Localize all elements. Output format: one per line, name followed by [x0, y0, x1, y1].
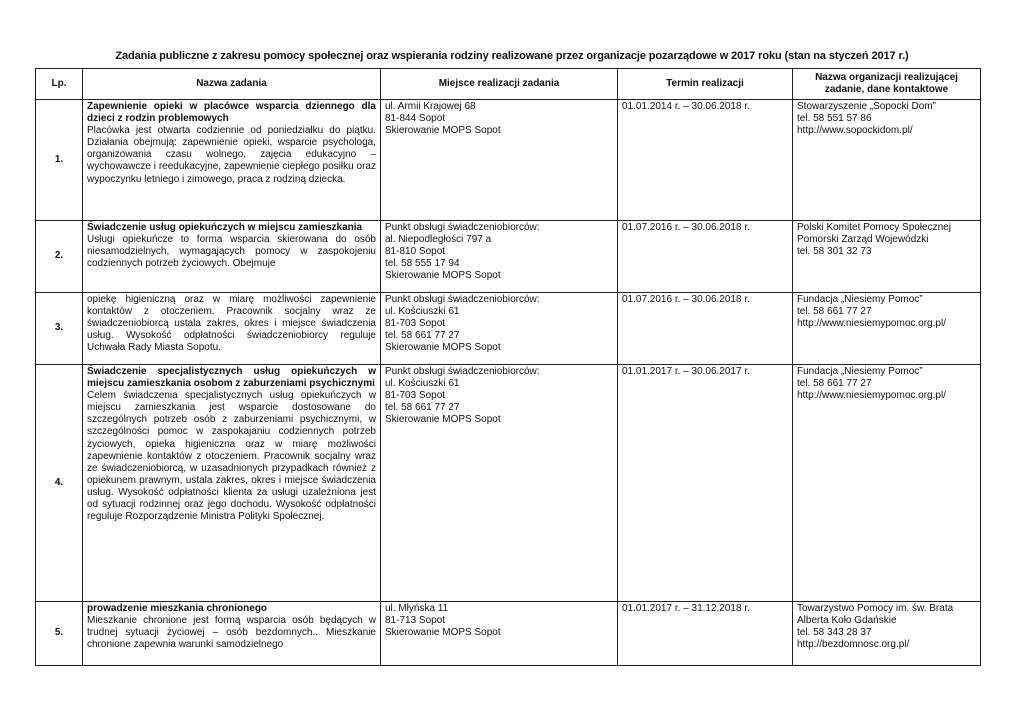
organization-cell: [793, 602, 981, 666]
place-line: Skierowanie MOPS Sopot: [385, 270, 501, 282]
task-title: Świadczenie usług opiekuńczych w miejscu zamieszkania: [87, 222, 363, 233]
table-row: [36, 602, 981, 666]
header-organization: Nazwa organizacji realizującej zadanie, dane kontaktowe: [793, 69, 981, 100]
row-number: 1.: [36, 100, 83, 221]
term-cell: 01.07.2016 r. – 30.06.2018 r.: [618, 221, 793, 293]
place-line: Skierowanie MOPS Sopot: [385, 414, 501, 426]
task-cell: [83, 100, 381, 221]
place-line: ul. Kościuszki 61: [385, 378, 460, 390]
place-line: Skierowanie MOPS Sopot: [385, 125, 501, 137]
place-line: ul. Kościuszki 61: [385, 306, 460, 318]
org-name: Stowarzyszenie „Sopocki Dom”: [797, 101, 936, 112]
org-name: Towarzystwo Pomocy im. św. Brata: [797, 603, 954, 614]
org-phone: tel. 58 661 77 27: [797, 378, 872, 390]
task-cell: [83, 293, 381, 365]
place-line: tel. 58 661 77 27: [385, 402, 460, 414]
task-title: prowadzenie mieszkania chronionego: [87, 603, 268, 614]
org-phone: tel. 58 661 77 27: [797, 306, 872, 318]
place-line: 81-810 Sopot: [385, 246, 446, 258]
task-description: Usługi opiekuńcze to forma wsparcia skierowana do osób niesamodzielnych, wymagających pomocy w zaspokojeniu codziennych potrzeb życiowych. Obejmuje: [87, 234, 376, 270]
header-lp: Lp.: [36, 69, 83, 100]
organization-cell: [793, 365, 981, 602]
org-website: http://www.niesiemypomoc.org.pl/: [797, 318, 946, 330]
table-row: [36, 100, 981, 221]
org-phone: tel. 58 551 57 86: [797, 113, 872, 125]
task-cell: [83, 602, 381, 666]
place-line: tel. 58 555 17 94: [385, 258, 460, 270]
org-website: http://www.niesiemypomoc.org.pl/: [797, 390, 946, 402]
task-description: opiekę higieniczną oraz w miarę możliwości zapewnienie kontaktów z otoczeniem. Pracownik socjalny wraz ze świadczeniobiorcą ustala zakres, okres i miejsce świadczenia usług. Wysokość odpłatności świadczeniobiorcy reguluje Uchwała Rady Miasta Sopotu.: [87, 294, 376, 354]
row-number: 4.: [36, 365, 83, 602]
task-cell: [83, 365, 381, 602]
place-line: ul. Armii Krajowej 68: [385, 101, 476, 112]
task-title: Świadczenie specjalistycznych usług opiekuńczych w miejscu zamieszkania osobom z zaburzeniami psychicznymi: [87, 366, 376, 390]
org-name: Pomorski Zarząd Wojewódzki: [797, 234, 929, 246]
row-number: 5.: [36, 602, 83, 666]
table-row: [36, 293, 981, 365]
place-line: 81-713 Sopot: [385, 615, 446, 627]
table-header-row: [36, 69, 981, 100]
org-name: Fundacja „Niesiemy Pomoc”: [797, 366, 923, 377]
place-cell: [381, 221, 618, 293]
term-cell: 01.01.2017 r. – 30.06.2017 r.: [618, 365, 793, 602]
header-task-name: Nazwa zadania: [83, 69, 381, 100]
document-title: Zadania publiczne z zakresu pomocy społecznej oraz wspierania rodziny realizowane przez organizacje pozarządowe w 2017 roku (stan na styczeń 2017 r.): [115, 50, 909, 62]
task-title: Zapewnienie opieki w placówce wsparcia dziennego dla dzieci z rodzin problemowych: [87, 101, 376, 125]
place-line: 81-703 Sopot: [385, 318, 446, 330]
org-name: Alberta Koło Gdańskie: [797, 615, 897, 627]
term-cell: 01.01.2017 r. – 31.12.2018 r.: [618, 602, 793, 666]
place-line: al. Niepodległości 797 a: [385, 234, 492, 246]
row-number: 2.: [36, 221, 83, 293]
place-line: Punkt obsługi świadczeniobiorców:: [385, 222, 540, 233]
place-line: 81-703 Sopot: [385, 390, 446, 402]
org-website: http://www.sopockidom.pl/: [797, 125, 913, 137]
task-description: Celem świadczenia specjalistycznych usług opiekuńczych w miejscu zamieszkania jest wsparcie dostosowane do szczególnych potrzeb osób z zaburzeniami psychicznymi, w szczególności pomoc w zaspokajaniu codziennych potrzeb życiowych, opieka higieniczna oraz w miarę możliwości zapewnienie kontaktów z otoczeniem. Pracownik socjalny wraz ze świadczeniobiorcą, w uzasadnionych przypadkach również z opiekunem prawnym, ustala zakres, okres i miejsce świadczenia usług. Wysokość odpłatności klienta za usługi uzależniona jest od sytuacji rodzinnej oraz jego dochodu. Wysokość odpłatności reguluje Rozporządzenie Ministra Polityki Społecznej.: [87, 390, 376, 523]
place-line: tel. 58 661 77 27: [385, 330, 460, 342]
org-phone: tel. 58 343 28 37: [797, 627, 872, 639]
row-number: 3.: [36, 293, 83, 365]
tasks-table: [35, 68, 981, 666]
place-cell: [381, 293, 618, 365]
organization-cell: [793, 293, 981, 365]
term-cell: 01.07.2016 r. – 30.06.2018 r.: [618, 293, 793, 365]
org-name: Fundacja „Niesiemy Pomoc”: [797, 294, 923, 305]
task-cell: [83, 221, 381, 293]
place-line: Skierowanie MOPS Sopot: [385, 627, 501, 639]
place-line: 81-844 Sopot: [385, 113, 446, 125]
organization-cell: [793, 221, 981, 293]
header-term: Termin realizacji: [618, 69, 793, 100]
task-description: Placówka jest otwarta codziennie od poniedziałku do piątku. Działania obejmują: zapewnienie opieki, wsparcie psychologa, organizowania czasu wolnego, zajęcia edukacyjno – wychowawcze i reedukacyjne, zapewnienie ciepłego posiłku oraz wypoczynku letniego i zimowego, praca z rodziną dziecka.: [87, 125, 376, 185]
place-line: Punkt obsługi świadczeniobiorców:: [385, 366, 540, 377]
table-row: [36, 221, 981, 293]
place-line: Punkt obsługi świadczeniobiorców:: [385, 294, 540, 305]
header-place: Miejsce realizacji zadania: [381, 69, 618, 100]
task-description: Mieszkanie chronione jest formą wsparcia osób będących w trudnej sytuacji życiowej – osób bezdomnych.. Mieszkanie chronione zapewnia warunki samodzielnego: [87, 615, 376, 651]
place-cell: [381, 365, 618, 602]
place-cell: [381, 100, 618, 221]
org-website: http://bezdomnosc.org.pl/: [797, 639, 910, 651]
table-row: [36, 365, 981, 602]
org-phone: tel. 58 301 32 73: [797, 246, 872, 258]
place-cell: [381, 602, 618, 666]
org-name: Polski Komitet Pomocy Społecznej: [797, 222, 951, 233]
place-line: ul. Młyńska 11: [385, 603, 449, 614]
organization-cell: [793, 100, 981, 221]
place-line: Skierowanie MOPS Sopot: [385, 342, 501, 354]
term-cell: 01.01.2014 r. – 30.06.2018 r.: [618, 100, 793, 221]
